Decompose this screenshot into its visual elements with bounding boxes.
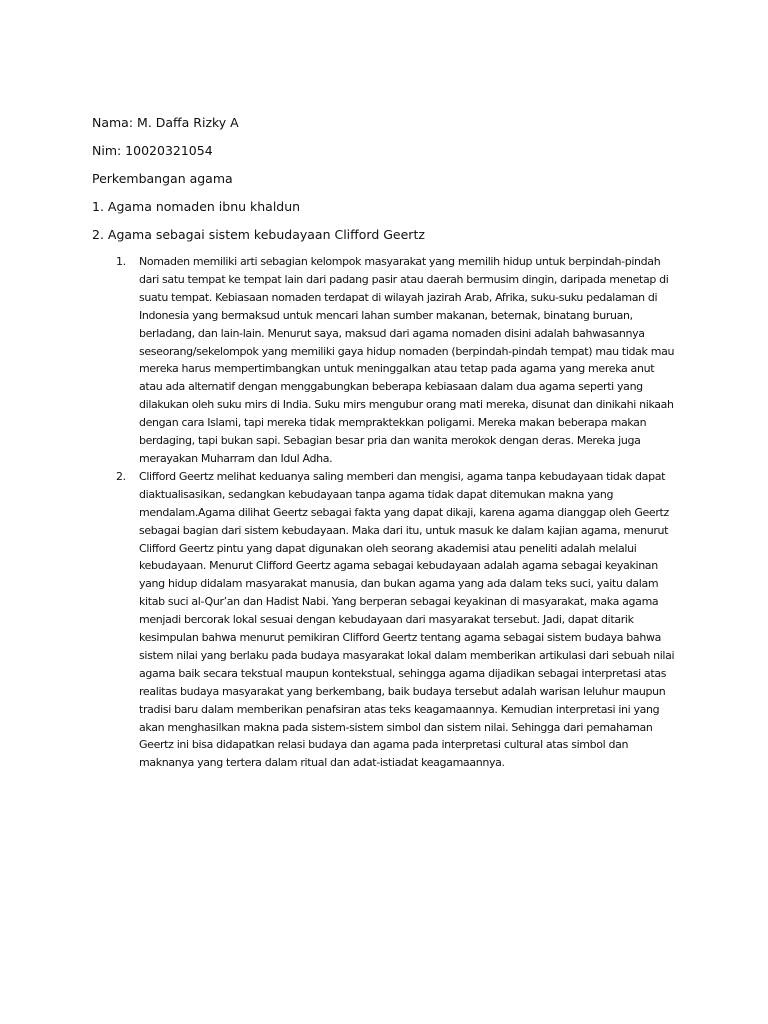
topic-item-1: 1. Agama nomaden ibnu khaldun: [92, 199, 301, 214]
topic-item-2: 2. Agama sebagai sistem kebudayaan Clifford Geertz: [92, 227, 425, 242]
essay-numbered-list: [0, 253, 768, 772]
student-name: Nama: M. Daffa Rizky A: [92, 115, 239, 130]
list-item-text: Nomaden memiliki arti sebagian kelompok masyarakat yang memilih hidup untuk berpindah-pindah dari satu tempat ke tempat lain dari padang pasir atau daerah bermusim dingin, daripada menetap di suatu tempat. Kebiasaan nomaden terdapat di wilayah jazirah Arab, Afrika, suku-suku pedalaman di Indonesia yang bermaksud untuk mencari lahan sumber makanan, beternak, binatang buruan, berladang, dan lain-lain. Menurut saya, maksud dari agama nomaden disini adalah bahwasannya seseorang/sekelompok yang memiliki gaya hidup nomaden (berpindah-pindah tempat) mau tidak mau mereka harus mempertimbangkan untuk meninggalkan atau tetap pada agama yang mereka anut atau ada alternatif dengan menggabungkan beberapa kebiasaan dalam dua agama seperti yang dilakukan oleh suku mirs di India. Suku mirs mengubur orang mati mereka, disunat dan dinikahi nikaah dengan cara Islami, tapi mereka tidak mempraktekkan poligami. Mereka makan beberapa makan berdaging, tapi bukan sapi. Sebagian besar pria dan wanita merokok dengan deras. Mereka juga merayakan Muharram dan Idul Adha.: [139, 255, 675, 465]
document-topic: Perkembangan agama: [92, 171, 233, 186]
list-item-text: Clifford Geertz melihat keduanya saling memberi dan mengisi, agama tanpa kebudayaan tidak dapat diaktualisasikan, sedangkan kebudayaan tanpa agama tidak dapat ditemukan makna yang mendalam.Agama dilihat Geertz sebagai fakta yang dapat dikaji, karena agama dianggap oleh Geertz sebagai bagian dari sistem kebudayaan. Maka dari itu, untuk masuk ke dalam kajian agama, menurut Clifford Geertz pintu yang dapat digunakan oleh seorang akademisi atau peneliti adalah melalui kebudayaan. Menurut Clifford Geertz agama sebagai kebudayaan adalah agama sebagai keyakinan yang hidup didalam masyarakat manusia, dan bukan agama yang ada dalam teks suci, yaitu dalam kitab suci al-Qur’an dan Hadist Nabi. Yang berperan sebagai keyakinan di masyarakat, maka agama menjadi bercorak lokal sesuai dengan kebudayaan dari masyarakat tersebut. Jadi, dapat ditarik kesimpulan bahwa menurut pemikiran Clifford Geertz tentang agama sebagai sistem budaya bahwa sistem nilai yang berlaku pada budaya masyarakat lokal dalam memberikan artikulasi dari sebuah nilai agama baik secara tekstual maupun kontekstual, sehingga agama dijadikan sebagai interpretasi atas realitas budaya masyarakat yang berkembang, baik budaya tersebut adalah warisan leluhur maupun tradisi baru dalam memberikan penafsiran atas teks keagamaannya. Kemudian interpretasi ini yang akan menghasilkan makna pada sistem-sistem simbol dan sistem nilai. Sehingga dari pemahaman Geertz ini bisa didapatkan relasi budaya dan agama pada interpretasi cultural atas simbol dan maknanya yang tertera dalam ritual dan adat-istiadat keagamaannya.: [139, 469, 675, 770]
student-nim: Nim: 10020321054: [92, 143, 213, 158]
list-item-number: 2.: [116, 469, 126, 483]
list-item: [0, 253, 676, 468]
list-item: [0, 468, 676, 772]
list-item-number: 1.: [116, 255, 126, 268]
